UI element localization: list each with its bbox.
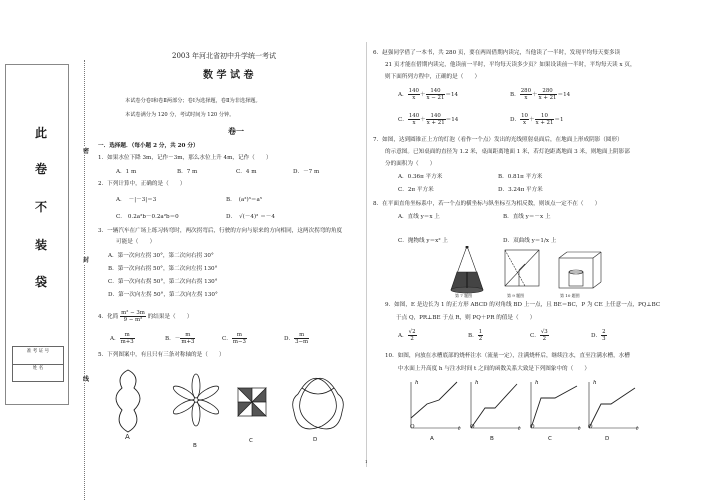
volume-title: 卷一 [228,126,244,136]
q2-option-a-math: －|－3|＝3 [128,197,157,203]
q10-graph-c [531,382,581,428]
q10-label-b: B [490,436,494,442]
q3-stem: 3．一辆汽车在广场上练习转弯时，两次拐弯后，行驶的方向与原来的方向相同，这两次拐弯的角度 [98,228,343,234]
q10-label-d: D [605,436,610,442]
q10-graphs [405,378,640,438]
exam-note-1: 本试卷分卷Ⅰ和卷Ⅱ两部分；卷Ⅰ为选择题，卷Ⅱ为非选择题。 [125,98,261,104]
q10-graph-d [589,382,639,428]
q10-stem: 10．如图，向放在水槽底部的烧杯注水（流量一定），注满烧杯后，继续注水，直至注满水槽，水槽 [385,353,630,359]
seal-char-mi: 密 [83,148,90,155]
q1-option-a: A．1 m [116,169,137,175]
q10-figure [559,252,601,288]
q7-option-a: A．0.36π 平方米 [398,174,443,180]
q6-option-a: A． $\frac{140}{x}$ ＋ $\frac{140}{x - 21}$ ＝14 [398,88,459,101]
q1-stem: 1．如果水位下降 3m，记作－3m，那么水位上升 4m，记作（ ） [98,155,272,161]
q3-stem-2: 可能是（ ） [116,239,156,245]
q10-axis-h-c: h [535,380,539,386]
q10-axis-h-a: h [415,380,419,386]
q5-label-a: A [125,433,130,441]
q9-option-a: A． $\frac{√2}{2}$ [398,329,416,342]
q5-figure-d [293,378,344,429]
q6-stem-3: 则下面所列方程中，正确的是（ ） [385,74,481,80]
q3-option-d: D．第一次向左拐 50°，第二次向左拐 130° [108,292,218,298]
q5-stem: 5．下列图案中，有且只有三条对称轴的是（ ） [98,352,225,358]
fig9-caption: 第 9 题图 [507,293,525,298]
q4-option-b: B．－ $\frac{m}{m+3}$ [165,332,195,345]
q2-option-d-math: √(－4)² ＝－4 [239,214,275,220]
q8-option-a: A．直线 y＝x 上 [398,214,440,220]
q4-option-a: A． $\frac{m}{m+3}$ [110,332,134,345]
q10-origin-d: O [588,424,593,430]
section-title: 一．选择题．（每小题 2 分，共 20 分） [98,143,199,149]
q9-stem: 9．如图，E 是边长为 1 的正方形 ABCD 的对角线 BD 上一点，且 BE＝BC，P 为 CE 上任意一点，PQ⊥BC [385,302,661,308]
q3-option-c: C．第一次向右拐 50°，第二次向右拐 130° [108,279,218,285]
seal-line [84,60,85,500]
q5-figures [100,362,360,452]
q9-option-b: B． $\frac{1}{2}$ [468,329,483,342]
exam-header: 2003 年河北省初中升学统一考试 [172,52,277,60]
q7-option-c: C．2π 平方米 [398,187,434,193]
q9-stem-2: 于点 Q，PR⊥BE 于点 R，则 PQ＋PR 的值是（ ） [396,315,536,321]
q1-option-d: D．－7 m [293,169,320,175]
q5-figure-b [171,374,220,426]
q10-origin-a: O [410,424,415,430]
q6-stem: 6．赵强同学借了一本书，共 280 页，要在两周借期内读完，当他读了一半时，发现平均每天要多读 [373,50,621,56]
q9-option-c: C． $\frac{√3}{2}$ [530,329,548,342]
q8-option-d: D．双曲线 y＝1/x 上 [503,238,557,244]
q7-stem: 7．如图，达到圆锥正上方的灯泡（看作一个点）发出的光线照射桌面后，在地面上形成阴影（圆形） [373,137,623,143]
q8-option-c: C．抛物线 y＝x² 上 [398,238,448,244]
q10-axis-h-b: h [475,380,479,386]
strip-char-1: 此 [35,126,48,140]
q2-option-a: A． －|－3|＝3 [116,197,157,203]
q7-stem-2: 的示意图。已知桌面的直径为 1.2 米，桌面距离地面 1 米，若灯泡距离地面 3 米，则地面上阴影部 [385,149,630,155]
seal-char-xian: 线 [83,376,90,383]
exam-subject: 数 学 试 卷 [203,70,254,81]
q2-option-d: D． √(－4)² ＝－4 [226,214,275,220]
q10-axis-t-b: t [518,426,521,432]
q3-option-a: A．第一次向左拐 30°，第二次向右拐 30° [108,253,214,259]
q6-option-d: D． $\frac{10}{x}$ ＋ $\frac{10}{x + 21}$ ＝1 [510,113,564,126]
q1-option-b: B．7 m [177,169,198,175]
q6-option-c: C． $\frac{140}{x}$ ＋ $\frac{140}{x + 21}$ ＝14 [398,113,459,126]
q5-figure-c [238,388,266,416]
q6-option-b: B． $\frac{280}{x}$ ＋ $\frac{280}{x + 21}$ ＝14 [510,88,571,101]
q2-option-b: B． (a²)³＝a⁵ [226,197,263,203]
q9-option-d: D． $\frac{2}{3}$ [591,329,606,342]
q5-label-b: B [193,443,197,449]
q2-option-c-math: 0.2a²b－0.2a²b＝0 [127,214,179,220]
q5-label-c: C [249,438,253,444]
q10-axis-t-a: t [458,426,461,432]
q10-axis-t-d: t [636,426,639,432]
q10-graph-b [471,382,521,428]
q10-label-a: A [430,436,434,442]
id-label: 准 考 证 号 [13,347,63,365]
exam-note-2: 本试卷满分为 120 分，考试时间为 120 分钟。 [125,112,235,118]
q10-axis-h-d: h [593,380,597,386]
q10-label-c: C [548,436,552,442]
strip-char-4: 装 [35,238,48,252]
q4-option-d: D． $\frac{m}{3-m}$ [284,332,309,345]
column-divider [366,42,367,467]
q7-option-d: D．3.24π 平方米 [498,187,543,193]
q4-stem-fraction: $\frac{\text{m² − 3m}}{\text{9 − m²}}$ [121,310,145,323]
q4-stem: 4．化简 $\frac{\text{m² − 3m}}{\text{9 − m²}}$ 的结果是（ ） [98,310,193,323]
q8-stem: 8．在平面直角坐标系中，若一个点的横坐标与纵坐标互为相反数，则该点一定不在（ ） [373,201,601,207]
student-id-box [12,346,64,382]
q4-option-c: C． $\frac{m}{m-3}$ [222,332,246,345]
name-label: 姓 名 [32,366,44,371]
q7-stem-3: 分的面积为（ ） [385,161,436,167]
q2-option-c: C． 0.2a²b－0.2a²b＝0 [116,214,179,220]
q7-figure [451,246,483,293]
q3-option-b: B．第一次向右拐 50°，第二次向左拐 130° [108,266,218,272]
q1-option-c: C．4 m [236,169,257,175]
fig7-caption: 第 7 题图 [455,293,473,298]
page-number: 1 [365,459,368,464]
fig10-caption: 第 10 题图 [560,293,580,298]
q7-option-b: B．0.81π 平方米 [498,174,543,180]
q10-origin-b: O [470,424,475,430]
q6-stem-2: 21 页才能在借期内读完，他读前一半时，平均每天读多少页？如果设读前一半时，平均每天读 x 页， [385,62,636,68]
q5-label-d: D [313,437,318,443]
q2-stem: 2．下列计算中，正确的是（ ） [98,181,186,187]
q5-figure-a [116,370,140,432]
seal-char-feng: 封 [83,257,90,264]
q10-stem-2: 中水面上升高度 h 与注水时间 t 之间的函数关系大致是下列图象中的（ ） [398,366,590,372]
q10-origin-c: O [530,424,535,430]
q9-figure [505,250,539,286]
q10-axis-t-c: t [578,426,581,432]
strip-char-3: 不 [35,200,48,214]
q8-option-b: B．直线 y＝－x 上 [503,214,551,220]
strip-char-5: 袋 [35,275,48,289]
q2-option-b-math: (a²)³＝a⁵ [238,197,263,203]
q10-graph-a [411,382,461,428]
strip-char-2: 卷 [35,162,48,176]
